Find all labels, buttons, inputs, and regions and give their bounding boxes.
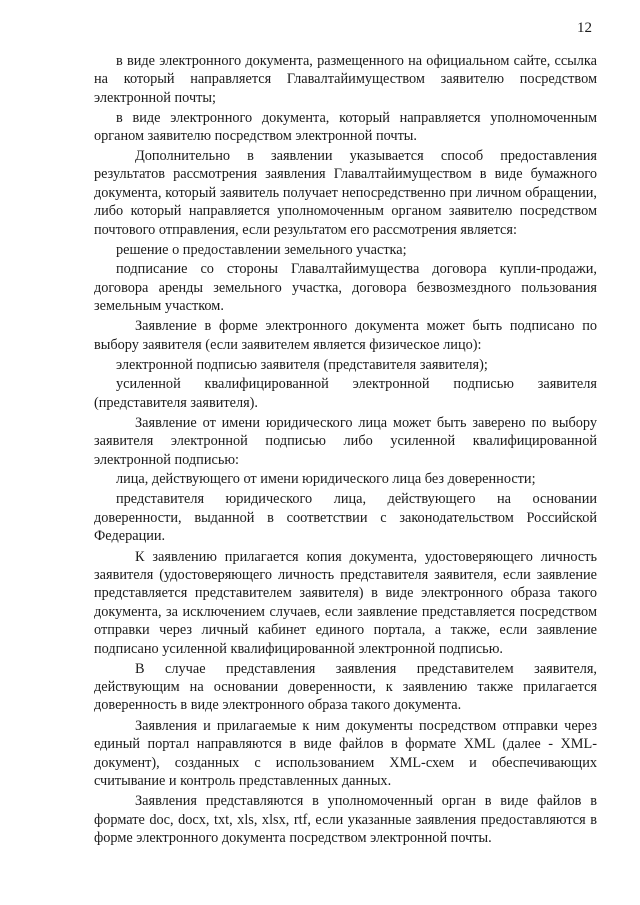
paragraph: В случае представления заявления представителем заявителя, действующим на основании доверенности, к заявлению также прилагается доверенность в виде электронного образа такого документа. xyxy=(94,660,597,714)
paragraph: в виде электронного документа, размещенного на официальном сайте, ссылка на который направляется Главалтайимуществом заявителю посредством электронной почты; xyxy=(94,53,597,106)
paragraph: усиленной квалифицированной электронной подписью заявителя (представителя заявителя). xyxy=(94,376,597,411)
document-body xyxy=(94,52,597,849)
paragraph: Заявление в форме электронного документа может быть подписано по выбору заявителя (если заявителем является физическое лицо): xyxy=(94,318,597,353)
paragraph: К заявлению прилагается копия документа, удостоверяющего личность заявителя (удостоверяющего личность представителя заявителя, если заявление представляется представителем заявителя) в виде электронного образа такого документа, за исключением случаев, если заявление представляется посредством отправки через личный кабинет единого портала, а также, если заявление подписано усиленной квалифицированной электронной подписью. xyxy=(94,548,597,657)
page-number: 12 xyxy=(577,20,592,36)
paragraph: представителя юридического лица, действующего на основании доверенности, выданной в соответствии с законодательством Российской Федерации. xyxy=(94,491,597,545)
paragraph: в виде электронного документа, который направляется уполномоченным органом заявителю посредством электронной почты. xyxy=(94,109,597,145)
paragraph: Заявление от имени юридического лица может быть заверено по выбору заявителя электронной подписью либо усиленной квалифицированной электронной подписью: xyxy=(94,414,597,468)
paragraph: Дополнительно в заявлении указывается способ предоставления результатов рассмотрения заявления Главалтайимуществом в виде бумажного документа, который заявитель получает непосредственно при личном обращении, либо который направляется уполномоченным органом заявителю посредством почтового отправления, если результатом его рассмотрения является: xyxy=(94,148,597,238)
paragraph: Заявления представляются в уполномоченный орган в виде файлов в формате doc, docx, txt, xls, xlsx, rtf, если указанные заявления предоставляются в форме электронного документа посредством электронной почты. xyxy=(94,793,597,847)
paragraph: решение о предоставлении земельного участка; xyxy=(116,241,407,258)
paragraph: Заявления и прилагаемые к ним документы посредством отправки через единый портал направляются в виде файлов в формате XML (далее - XML-документ), созданных с использованием XML-схем и обеспечивающих считывание и контроль представленных данных. xyxy=(94,717,597,789)
paragraph: подписание со стороны Главалтайимущества договора купли-продажи, договора аренды земельного участка, договора безвозмездного пользования земельным участком. xyxy=(94,261,597,315)
paragraph: электронной подписью заявителя (представителя заявителя); xyxy=(116,356,488,373)
paragraph: лица, действующего от имени юридического лица без доверенности; xyxy=(116,471,536,488)
